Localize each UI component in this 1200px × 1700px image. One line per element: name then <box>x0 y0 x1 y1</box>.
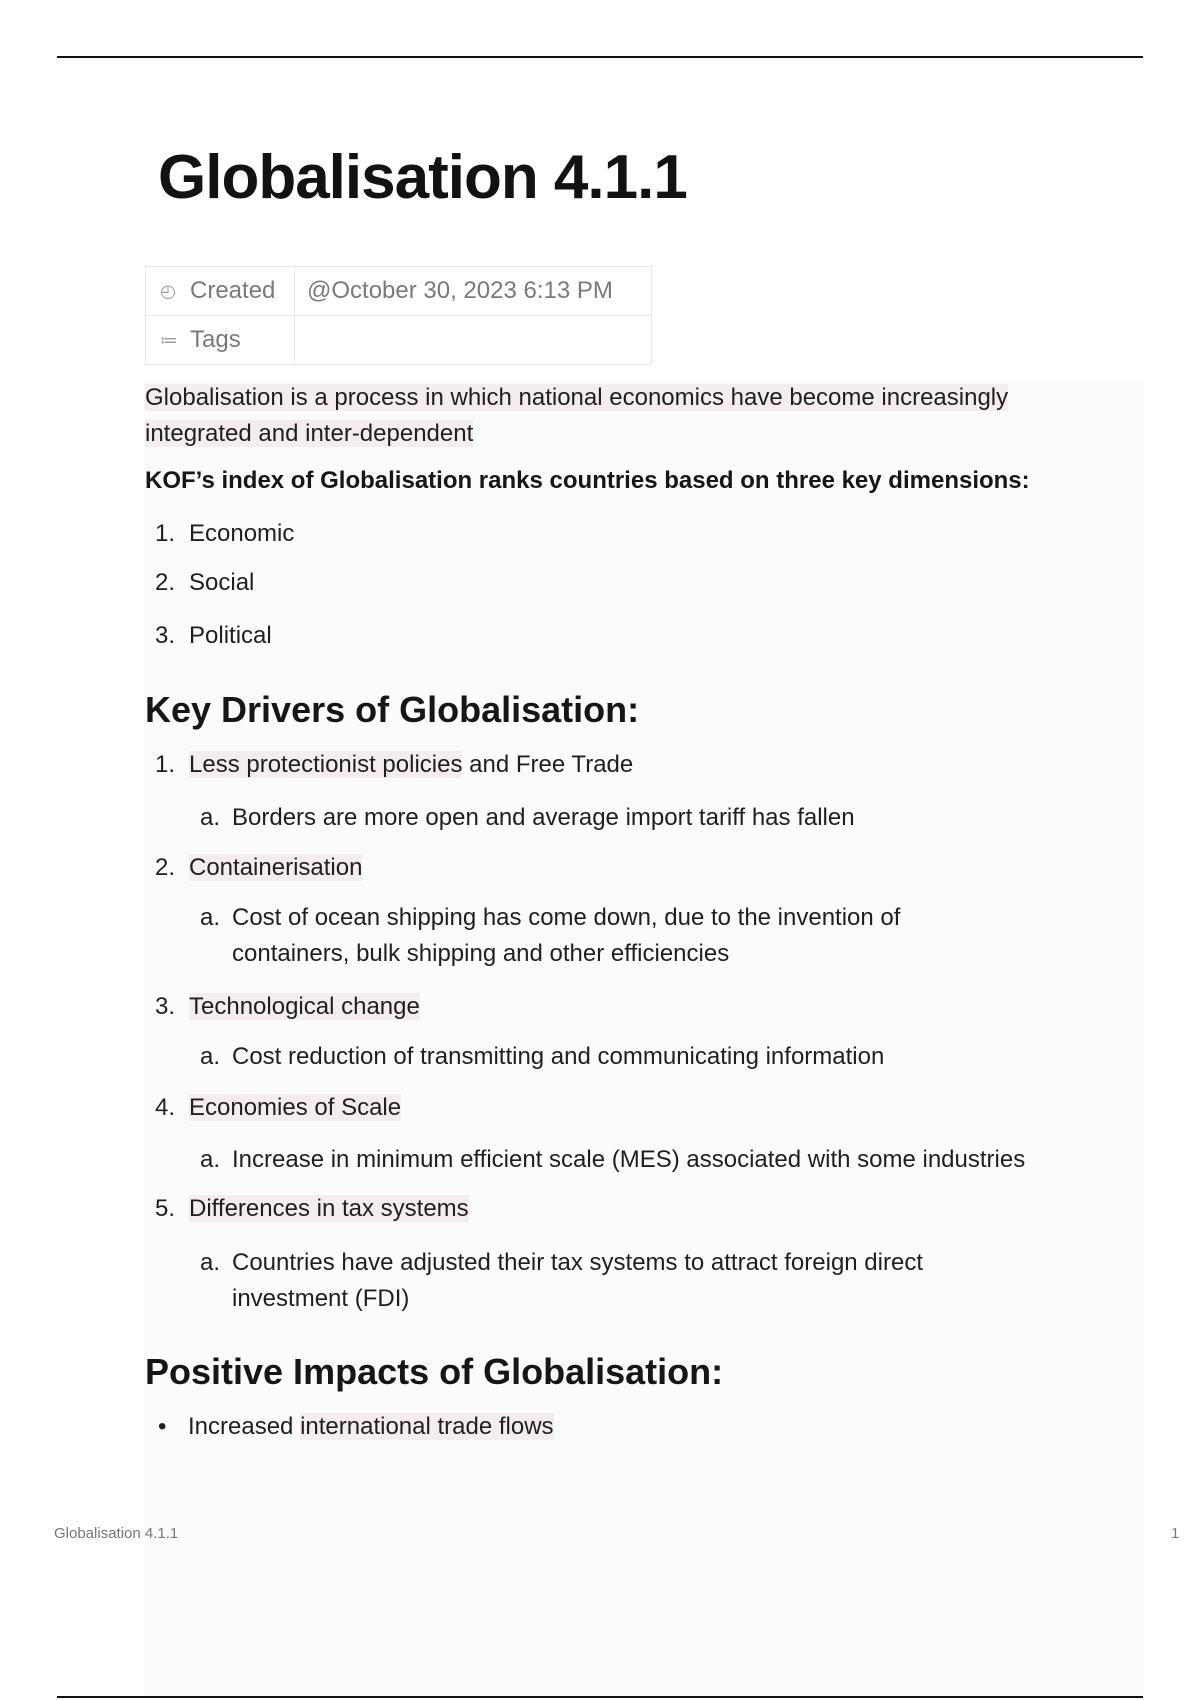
property-tags <box>146 316 652 365</box>
driver-item: 5. Differences in tax systems <box>155 1195 469 1222</box>
page-title: Globalisation 4.1.1 <box>158 143 687 212</box>
driver-subitem: a. Countries have adjusted their tax systems to attract foreign direct investment (FDI) <box>200 1249 923 1312</box>
driver-item: 2. Containerisation <box>155 854 363 881</box>
driver-subitem: a. Increase in minimum efficient scale (MES) associated with some industries <box>200 1146 1026 1173</box>
driver-item: 3. Technological change <box>155 993 420 1020</box>
driver-item: 1. Less protectionist policies and Free Trade <box>155 751 634 778</box>
property-created <box>146 267 652 316</box>
kof-heading: KOF’s index of Globalisation ranks countries based on three key dimensions: <box>145 467 1030 494</box>
list-icon: ≔ <box>160 330 178 351</box>
content-background <box>144 380 1144 1696</box>
driver-subitem: a. Borders are more open and average import tariff has fallen <box>200 804 855 831</box>
properties-table <box>145 266 652 365</box>
created-value[interactable]: @October 30, 2023 6:13 PM <box>295 267 652 316</box>
driver-subitem: a. Cost of ocean shipping has come down, due to the invention of containers, bulk shipping and other efficiencies <box>200 904 901 967</box>
list-item: 2. Social <box>155 569 255 596</box>
footer-page-number: 1 <box>1171 1525 1180 1542</box>
list-item: 3. Political <box>155 622 272 649</box>
created-label: Created <box>190 277 276 304</box>
tags-value[interactable] <box>295 316 652 365</box>
driver-item: 4. Economies of Scale <box>155 1094 402 1121</box>
bullet-item: • Increased international trade flows <box>158 1413 554 1440</box>
driver-subitem: a. Cost reduction of transmitting and communicating information <box>200 1043 885 1070</box>
top-rule <box>57 56 1143 58</box>
list-item: 1. Economic <box>155 520 295 547</box>
drivers-heading: Key Drivers of Globalisation: <box>145 689 640 730</box>
intro-paragraph: Globalisation is a process in which national economics have become increasingly integrated and inter-dependent <box>145 384 1009 447</box>
bottom-rule <box>57 1696 1143 1698</box>
positive-heading: Positive Impacts of Globalisation: <box>145 1351 724 1392</box>
footer-title: Globalisation 4.1.1 <box>54 1525 179 1542</box>
tags-label: Tags <box>190 326 241 353</box>
clock-icon: ◴ <box>160 281 176 302</box>
